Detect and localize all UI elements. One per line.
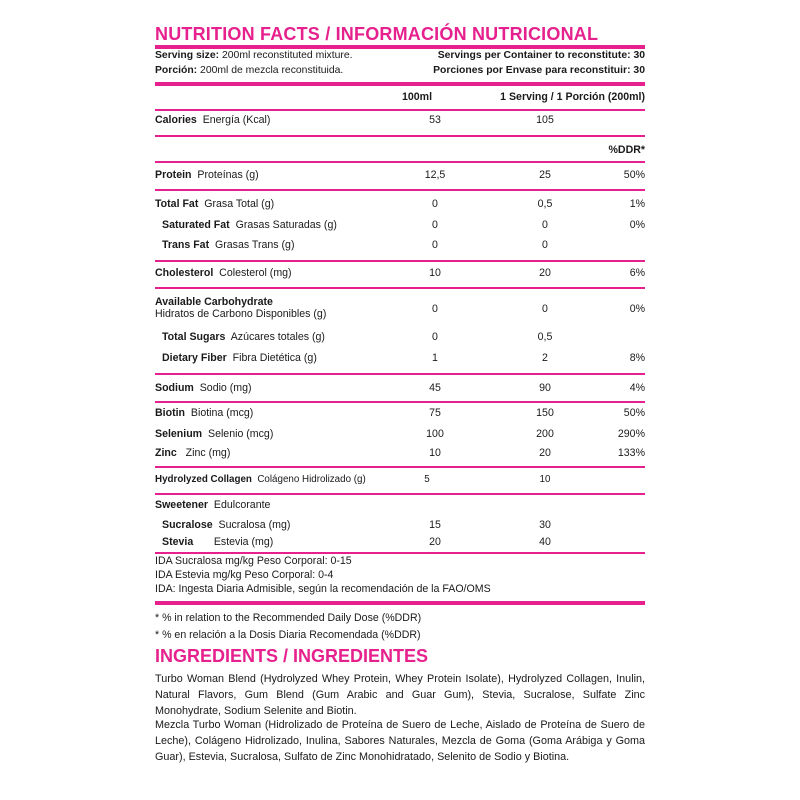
value-100ml: 10 bbox=[429, 447, 441, 459]
row-total-sugars bbox=[155, 329, 645, 345]
portion-label: Porción: bbox=[155, 65, 198, 76]
ingredients-en: Turbo Woman Blend (Hydrolyzed Whey Protein, Whey Protein Isolate), Hydrolyzed Collagen, Inulin, Natural Flavors, Gum Blend (Gum Arabic and Guar Gum), Stevia, Sucralose, Sulfate Zinc Monohydrate, Sodium Selenite and Biotin. bbox=[155, 673, 645, 717]
footnote-en: * % in relation to the Recommended Daily Dose (%DDR) bbox=[155, 612, 422, 624]
value-serving: 0 bbox=[542, 239, 548, 251]
value-serving: 25 bbox=[539, 169, 551, 181]
ida-definition-note: IDA: Ingesta Diaria Admisible, según la recomendación de la FAO/OMS bbox=[155, 583, 491, 595]
row-label-en: Zinc bbox=[155, 447, 177, 459]
row-label-es: Hidratos de Carbono Disponibles (g) bbox=[155, 308, 327, 320]
row-zinc bbox=[155, 445, 645, 461]
row-label-es: Colágeno Hidrolizado (g) bbox=[257, 474, 366, 485]
value-100ml: 0 bbox=[432, 219, 438, 231]
value-ddr: 290% bbox=[617, 428, 645, 440]
value-100ml: 15 bbox=[429, 519, 441, 531]
value-serving: 20 bbox=[539, 447, 551, 459]
value-ddr: 8% bbox=[629, 352, 645, 364]
row-label-es: Energía (Kcal) bbox=[202, 114, 271, 126]
value-100ml: 12,5 bbox=[424, 169, 446, 181]
divider bbox=[155, 287, 645, 289]
divider bbox=[155, 552, 645, 554]
row-label-en: Sodium bbox=[155, 382, 194, 394]
row-label-es: Proteínas (g) bbox=[197, 169, 259, 181]
row-total-fat bbox=[155, 196, 645, 212]
row-label-en: Dietary Fiber bbox=[162, 352, 227, 364]
value-ddr: 0% bbox=[629, 303, 645, 315]
row-label-en: Calories bbox=[155, 114, 197, 126]
value-ddr: 4% bbox=[629, 382, 645, 394]
value-100ml: 0 bbox=[432, 239, 438, 251]
value-serving: 2 bbox=[542, 352, 548, 364]
value-serving: 90 bbox=[539, 382, 551, 394]
value-ddr: 1% bbox=[629, 198, 645, 210]
ingredients-es: Mezcla Turbo Woman (Hidrolizado de Proteína de Suero de Leche, Aislado de Proteína de Suero de Leche), Colágeno Hidrolizado, Inulina, Sabores Naturales, Mezcla de Goma (Goma Arábiga y Goma Guar), Estevia, Sucralosa, Sulfato de Zinc Monohidratado, Selenito de Sodio y Biotina. bbox=[155, 719, 645, 763]
value-ddr: 0% bbox=[629, 219, 645, 231]
ingredients-title: INGREDIENTS / INGREDIENTES bbox=[155, 646, 429, 666]
row-label-en: Selenium bbox=[155, 428, 203, 440]
divider bbox=[155, 373, 645, 375]
ida-stevia-note: IDA Estevia mg/kg Peso Corporal: 0-4 bbox=[155, 569, 334, 581]
row-label-en: Total Fat bbox=[155, 198, 199, 210]
row-label-es: Estevia (mg) bbox=[213, 536, 274, 548]
divider bbox=[155, 161, 645, 163]
row-label-es: Selenio (mcg) bbox=[208, 428, 274, 440]
row-label-en: Sweetener bbox=[155, 499, 208, 511]
value-ddr: 50% bbox=[623, 169, 645, 181]
value-serving: 30 bbox=[539, 519, 551, 531]
ida-sucralose-note: IDA Sucralosa mg/kg Peso Corporal: 0-15 bbox=[155, 555, 352, 567]
row-label-es: Biotina (mcg) bbox=[190, 407, 254, 419]
col-header-100ml: 100ml bbox=[402, 91, 433, 103]
row-label-en: Total Sugars bbox=[162, 331, 226, 343]
value-100ml: 45 bbox=[429, 382, 441, 394]
ddr-header-row bbox=[155, 142, 645, 158]
row-label-en: Sucralose bbox=[162, 519, 213, 531]
value-ddr: 133% bbox=[617, 447, 645, 459]
divider bbox=[155, 601, 645, 605]
row-selenium bbox=[155, 426, 645, 442]
row-trans-fat bbox=[155, 237, 645, 253]
value-serving: 0 bbox=[542, 219, 548, 231]
value-100ml: 1 bbox=[432, 352, 438, 364]
value-ddr: 6% bbox=[629, 267, 645, 279]
row-sucralose bbox=[155, 517, 645, 533]
value-serving: 20 bbox=[539, 267, 551, 279]
value-100ml: 5 bbox=[424, 474, 430, 485]
row-label-en: Hydrolyzed Collagen bbox=[155, 474, 252, 485]
nutrition-title: NUTRITION FACTS / INFORMACIÓN NUTRICIONAL bbox=[155, 24, 599, 44]
divider bbox=[155, 109, 645, 111]
divider bbox=[155, 493, 645, 495]
value-100ml: 0 bbox=[432, 303, 438, 315]
row-label-es: Fibra Dietética (g) bbox=[232, 352, 317, 364]
row-label-es: Grasas Trans (g) bbox=[215, 239, 295, 251]
value-serving: 0,5 bbox=[537, 331, 553, 343]
row-label-en: Available Carbohydrate bbox=[155, 296, 273, 308]
divider bbox=[155, 82, 645, 86]
divider bbox=[155, 45, 645, 49]
value-100ml: 0 bbox=[432, 198, 438, 210]
col-header-ddr: %DDR* bbox=[608, 144, 645, 156]
row-carbohydrate bbox=[155, 301, 645, 317]
row-saturated-fat bbox=[155, 217, 645, 233]
row-sodium bbox=[155, 380, 645, 396]
row-protein bbox=[155, 167, 645, 183]
value-serving: 105 bbox=[536, 114, 554, 126]
divider bbox=[155, 401, 645, 403]
value-ddr: 50% bbox=[623, 407, 645, 419]
row-label-es: Grasa Total (g) bbox=[204, 198, 275, 210]
row-label-es: Colesterol (mg) bbox=[219, 267, 292, 279]
divider bbox=[155, 189, 645, 191]
value-serving: 150 bbox=[536, 407, 554, 419]
row-stevia bbox=[155, 534, 645, 550]
row-label-en: Biotin bbox=[155, 407, 186, 419]
row-label-en: Cholesterol bbox=[155, 267, 214, 279]
row-label-es: Zinc (mg) bbox=[185, 447, 231, 459]
portion-value: 200ml de mezcla reconstituida. bbox=[197, 65, 344, 76]
divider bbox=[155, 135, 645, 137]
row-calories bbox=[155, 112, 645, 128]
row-label-es: Azúcares totales (g) bbox=[230, 331, 325, 343]
serving-size-line bbox=[155, 50, 645, 61]
row-label-es: Grasas Saturadas (g) bbox=[235, 219, 337, 231]
value-serving: 0,5 bbox=[537, 198, 553, 210]
serving-size-label: Serving size: bbox=[155, 50, 220, 61]
row-biotin bbox=[155, 405, 645, 421]
value-serving: 10 bbox=[539, 474, 551, 485]
divider bbox=[155, 260, 645, 262]
porciones-per-envase: Porciones por Envase para reconstituir: 30 bbox=[433, 65, 645, 76]
value-serving: 0 bbox=[542, 303, 548, 315]
divider bbox=[155, 466, 645, 468]
servings-per-container: Servings per Container to reconstitute: 30 bbox=[437, 50, 645, 61]
footnote-es: * % en relación a la Dosis Diaria Recomendada (%DDR) bbox=[155, 629, 421, 641]
row-label-en: Stevia bbox=[162, 536, 194, 548]
row-cholesterol bbox=[155, 265, 645, 281]
row-dietary-fiber bbox=[155, 350, 645, 366]
value-serving: 200 bbox=[536, 428, 554, 440]
value-serving: 40 bbox=[539, 536, 551, 548]
row-hydrolyzed-collagen bbox=[155, 472, 645, 488]
value-100ml: 53 bbox=[429, 114, 441, 126]
row-label-en: Saturated Fat bbox=[162, 219, 230, 231]
serving-size-value: 200ml reconstituted mixture. bbox=[219, 50, 353, 61]
row-label-en: Protein bbox=[155, 169, 192, 181]
row-label-en: Trans Fat bbox=[162, 239, 210, 251]
col-header-serving: 1 Serving / 1 Porción (200ml) bbox=[500, 91, 645, 103]
value-100ml: 100 bbox=[426, 428, 444, 440]
value-100ml: 20 bbox=[429, 536, 441, 548]
portion-line bbox=[155, 65, 645, 76]
row-label-es: Sodio (mg) bbox=[199, 382, 252, 394]
value-100ml: 10 bbox=[429, 267, 441, 279]
row-label-es: Edulcorante bbox=[213, 499, 271, 511]
row-sweetener bbox=[155, 497, 645, 513]
row-label-es: Sucralosa (mg) bbox=[218, 519, 291, 531]
value-100ml: 75 bbox=[429, 407, 441, 419]
value-100ml: 0 bbox=[432, 331, 438, 343]
